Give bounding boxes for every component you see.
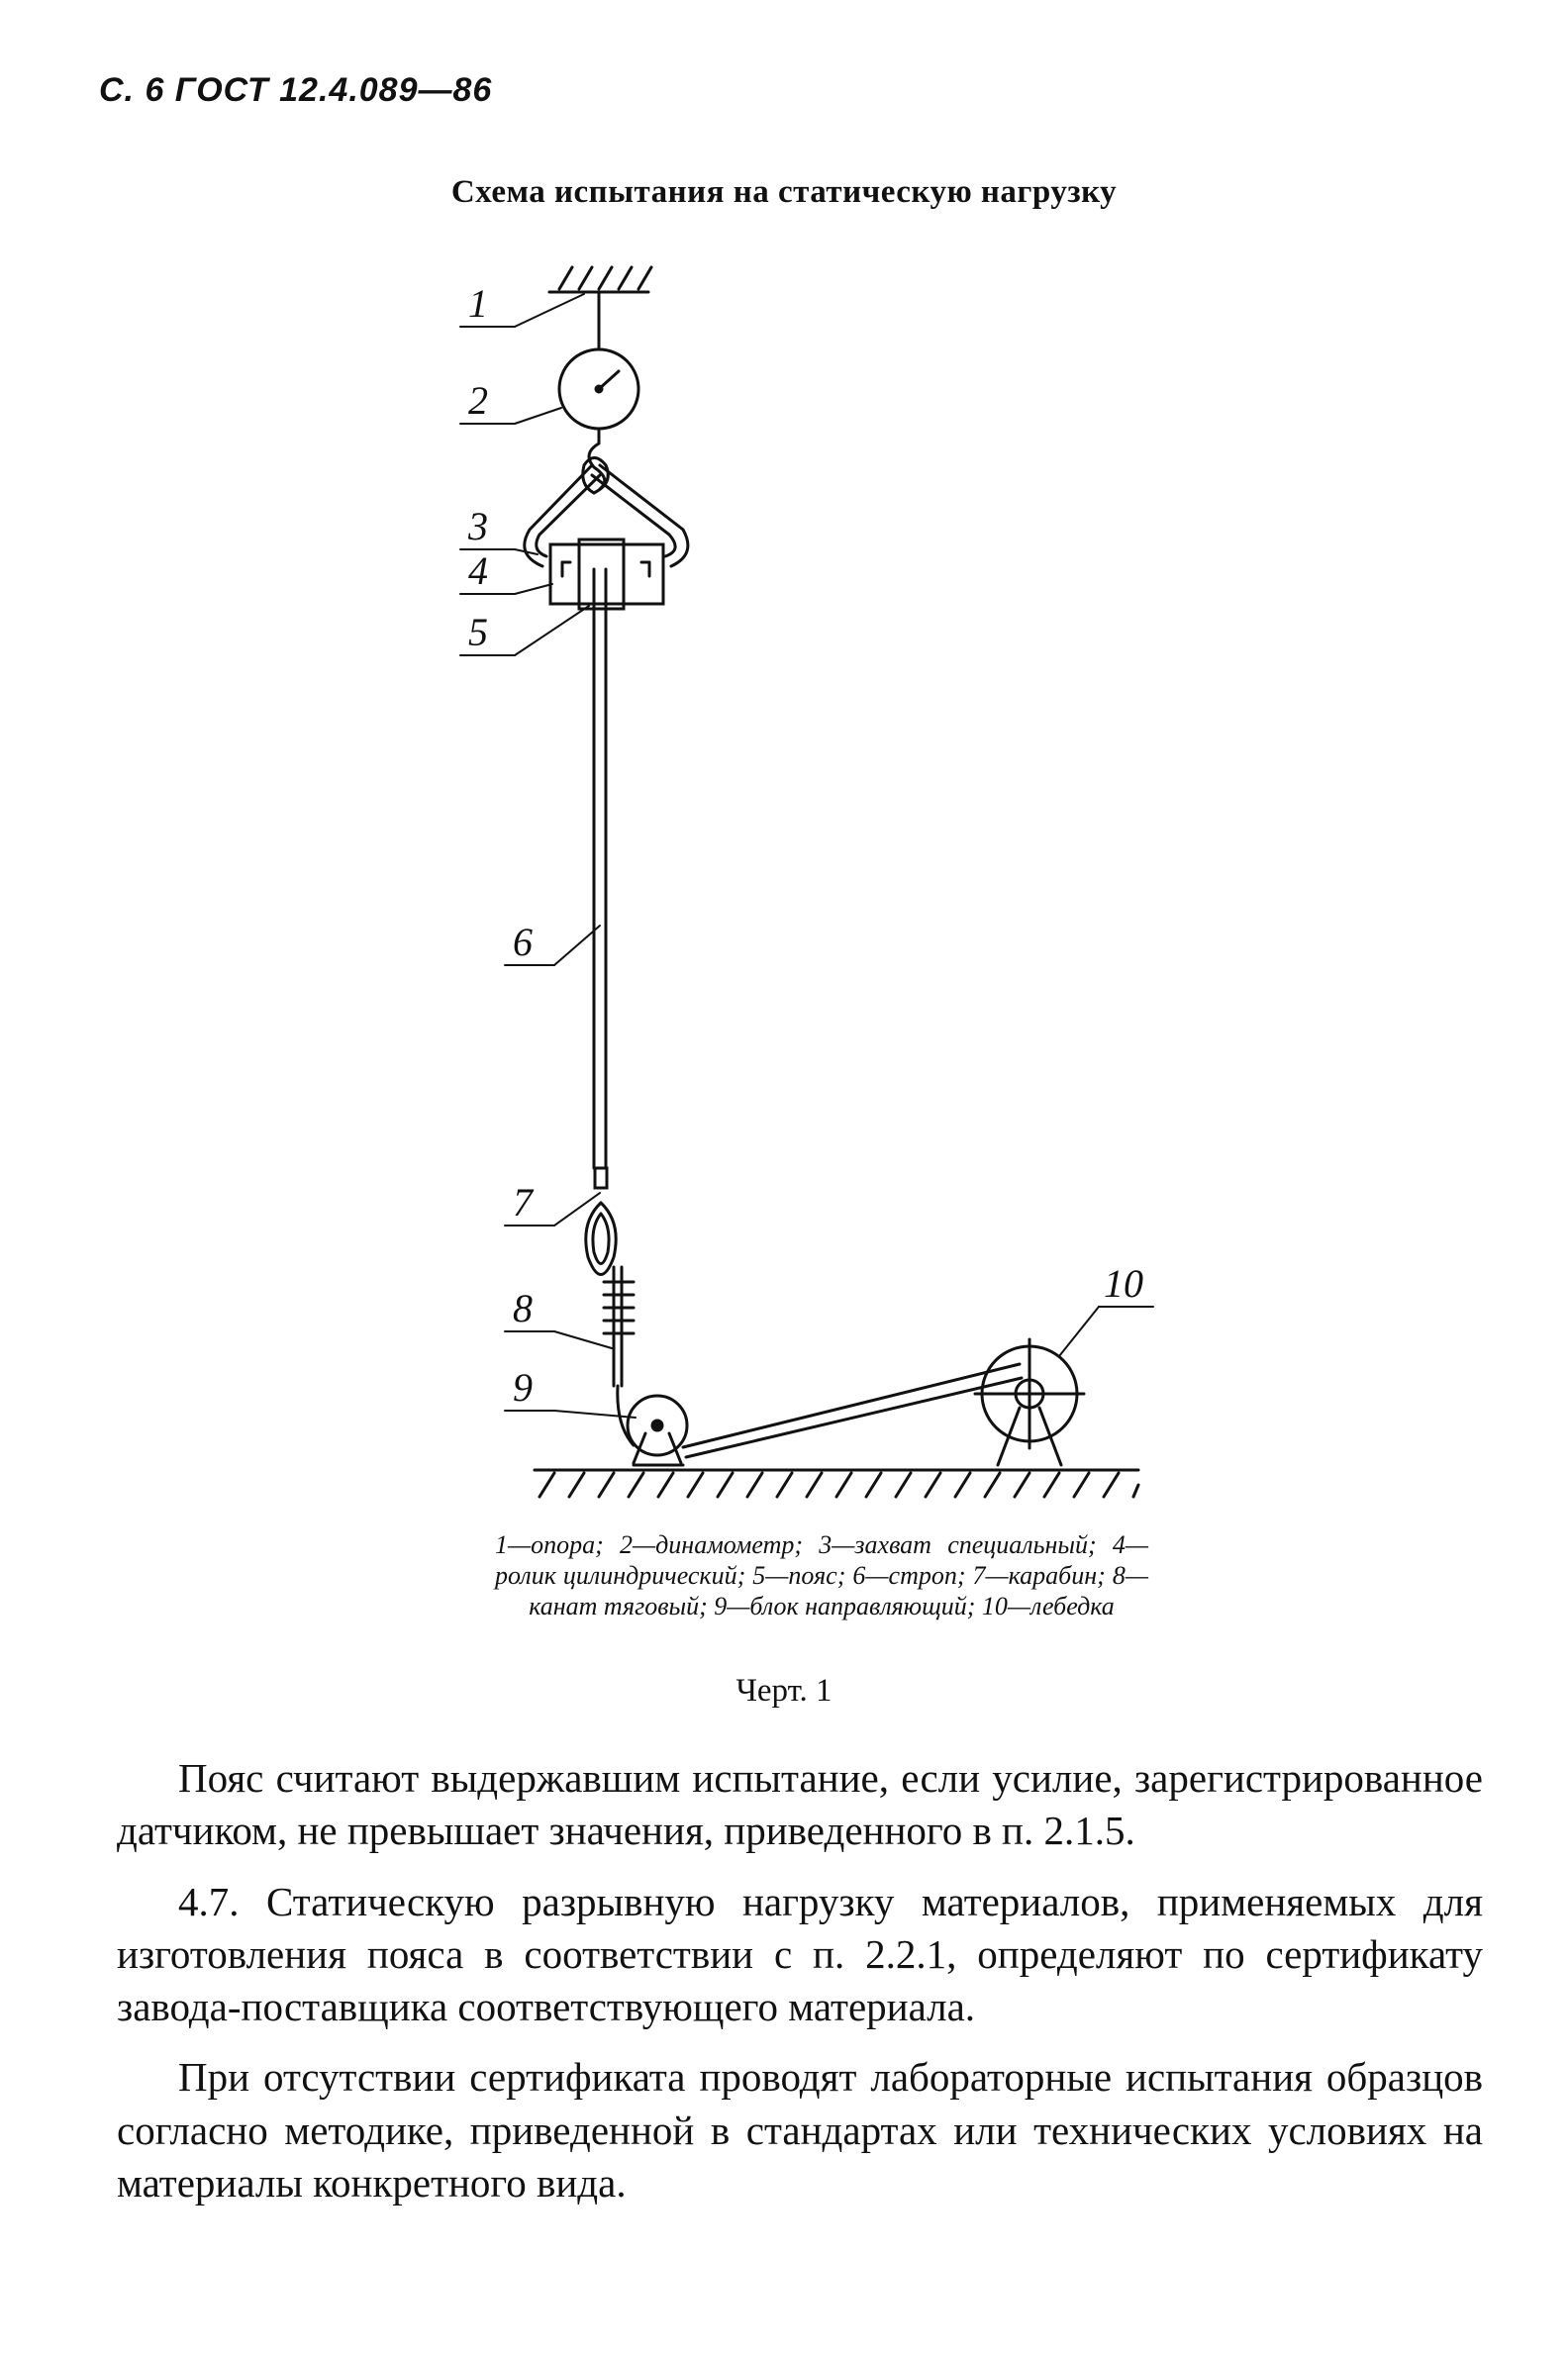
page-header: С. 6 ГОСТ 12.4.089—86 (99, 71, 493, 109)
label-6: 6 (513, 920, 533, 964)
figure-caption: Черт. 1 (735, 1673, 833, 1709)
label-7: 7 (513, 1180, 533, 1225)
label-4: 4 (468, 548, 488, 593)
label-1: 1 (468, 281, 488, 326)
paragraph-1: Пояс считают выдержавшим испытание, если усилие, зарегистрированное датчиком, не превышает значения, приведенного в п. 2.1.5. (117, 1755, 1483, 1854)
figure-legend: 1—опора; 2—динамометр; 3—захват специальный; 4—ролик цилиндрический; 5—пояс; 6—строп; 7—карабин; 8—канат тяговый; 9—блок направляющий; 10—лебедка (495, 1530, 1148, 1621)
leader-lines (460, 294, 1153, 1418)
label-3: 3 (468, 504, 488, 548)
label-5: 5 (468, 610, 488, 654)
belt-drawing (579, 539, 624, 1168)
label-9: 9 (513, 1365, 533, 1410)
paragraph-2: 4.7. Статическую разрывную нагрузку материалов, применяемых для изготовления пояса в соответствии с п. 2.2.1, определяют по сертификату завода-поставщика соответствующего материала. (117, 1878, 1483, 2030)
dynamometer-drawing (559, 349, 638, 489)
carabiner-drawing (586, 1168, 616, 1275)
label-10: 10 (1104, 1261, 1143, 1306)
paragraph-3: При отсутствии сертификата проводят лабораторные испытания образцов согласно методике, приведенной в стандартах или технических условиях на материалы конкретного вида. (117, 2054, 1483, 2207)
figure-title: Схема испытания на статическую нагрузку (450, 174, 1118, 210)
body-text (117, 1752, 1483, 2227)
label-8: 8 (513, 1286, 533, 1330)
label-2: 2 (468, 378, 488, 423)
guide-block-drawing (628, 1396, 687, 1465)
test-scheme-diagram (0, 247, 1568, 1534)
support-drawing (549, 267, 651, 348)
ground-drawing (535, 1470, 1138, 1497)
winch-drawing (975, 1339, 1084, 1465)
